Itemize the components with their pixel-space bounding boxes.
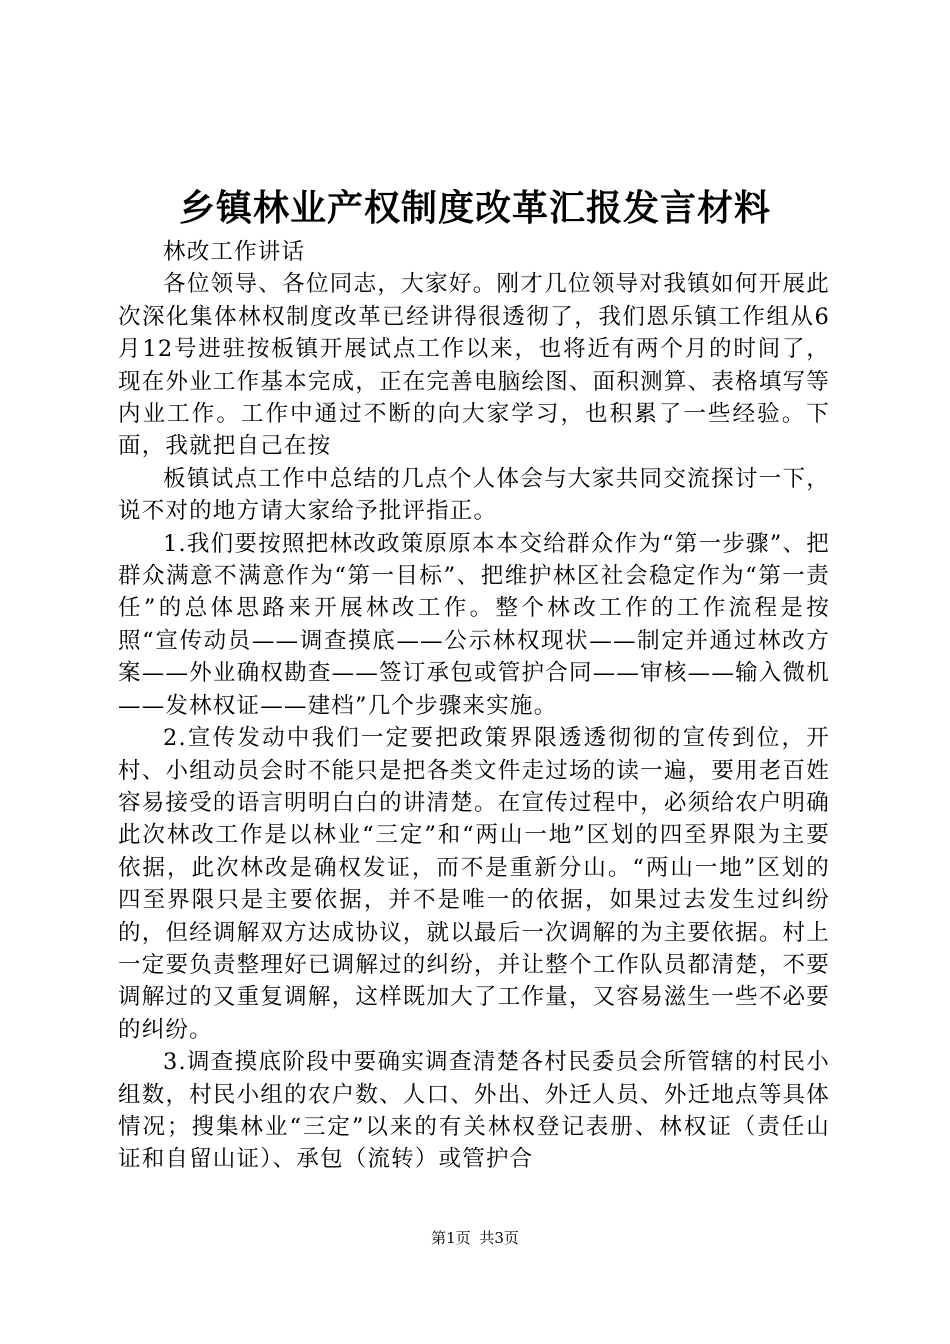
paragraph-point-3: 3.调查摸底阶段中要确实调查清楚各村民委员会所管辖的村民小组数，村民小组的农户数、人口、外出、外迁人员、外迁地点等具体情况；搜集林业“三定”以来的有关林权登记表册、林权证（责任山证和自留山证）、承包（流转）或管护合 bbox=[118, 1049, 830, 1173]
paragraph-point-2: 2.宣传发动中我们一定要把政策界限透透彻彻的宣传到位，开村、小组动员会时不能只是把各类文件走过场的读一遍，要用老百姓容易接受的语言明明白白的讲清楚。在宣传过程中，必须给农户明确此次林改工作是以林业“三定”和“两山一地”区划的四至界限为主要依据，此次林改是确权发证，而不是重新分山。“两山一地”区划的四至界限只是主要依据，并不是唯一的依据，如果过去发生过纠纷的，但经调解双方达成协议，就以最后一次调解的为主要依据。村上一定要负责整理好已调解过的纠纷，并让整个工作队员都清楚，不要调解过的又重复调解，这样既加大了工作量，又容易滋生一些不必要的纠纷。 bbox=[118, 725, 830, 1043]
page-footer bbox=[0, 1228, 950, 1248]
page-total: 共3页 bbox=[479, 1229, 519, 1247]
document-body bbox=[118, 236, 830, 1176]
paragraph-subtitle: 林改工作讲话 bbox=[163, 239, 306, 265]
document-title: 乡镇林业产权制度改革汇报发言材料 bbox=[178, 187, 771, 229]
paragraph-opening: 各位领导、各位同志，大家好。刚才几位领导对我镇如何开展此次深化集体林权制度改革已经讲得很透彻了，我们恩乐镇工作组从6月12号进驻按板镇开展试点工作以来，也将近有两个月的时间了，现在外业工作基本完成，正在完善电脑绘图、面积测算、表格填写等内业工作。工作中通过不断的向大家学习，也积累了一些经验。下面，我就把自己在按 bbox=[118, 271, 830, 460]
paragraph-opening-continued: 板镇试点工作中总结的几点个人体会与大家共同交流探讨一下，说不对的地方请大家给予批评指正。 bbox=[118, 465, 830, 525]
page-number: 第1页 bbox=[431, 1229, 471, 1247]
paragraph-point-1: 1.我们要按照把林改政策原原本本交给群众作为“第一步骤”、把群众满意不满意作为“第一目标”、把维护林区社会稳定作为“第一责任”的总体思路来开展林改工作。整个林改工作的工作流程是按照“宣传动员——调查摸底——公示林权现状——制定并通过林改方案——外业确权勘查——签订承包或管护合同——审核——输入微机——发林权证——建档”几个步骤来实施。 bbox=[118, 530, 830, 719]
